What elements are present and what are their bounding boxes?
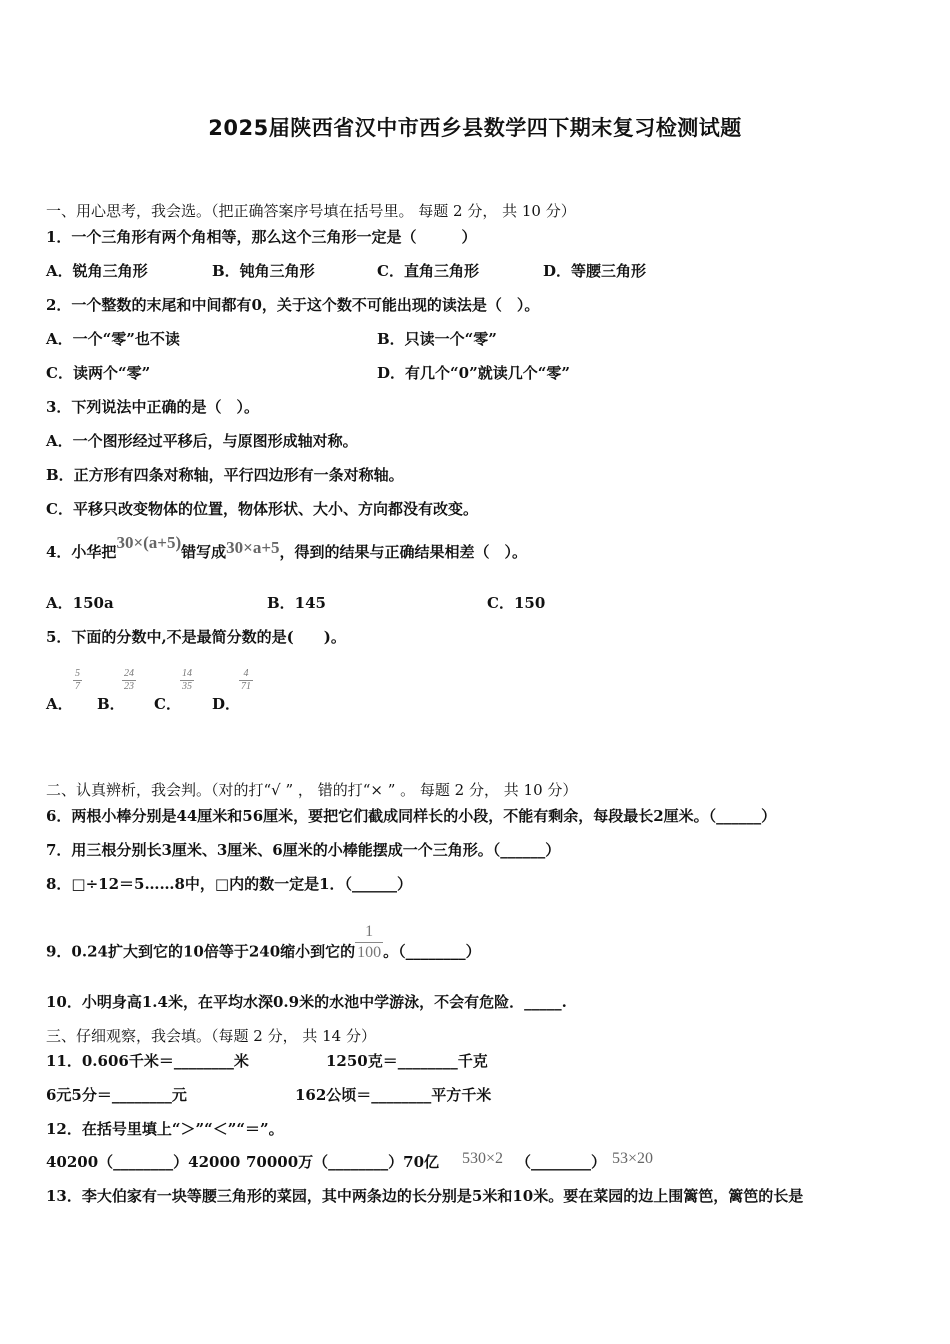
q1-option-c: C．直角三角形	[377, 262, 479, 280]
q1-text: 1．一个三角形有两个角相等，那么这个三角形一定是（ ）	[46, 228, 477, 246]
q3-option-c: C．平移只改变物体的位置，物体形状、大小、方向都没有改变。	[46, 500, 478, 518]
q9-fraction	[355, 922, 383, 963]
q11-part-a: 11．0.606千米＝________米	[46, 1052, 249, 1070]
q12-compare-2: 70000万（________）70亿	[246, 1153, 440, 1171]
q1-option-b: B．钝角三角形	[212, 262, 315, 280]
q12-expression-1: 530×2	[462, 1150, 504, 1167]
q11-part-b: 1250克＝________千克	[326, 1052, 488, 1070]
q4-expression-correct: 30×(a+5)	[116, 533, 182, 552]
q11-part-d: 162公顷＝________平方千米	[295, 1086, 492, 1104]
q5-fraction-b-den: 23	[124, 681, 134, 692]
q9-prefix: 9．0.24扩大到它的10倍等于240缩小到它的	[46, 942, 356, 961]
q12-text: 12．在括号里填上“＞”“＜”“＝”。	[46, 1120, 284, 1138]
q5-fraction-d	[239, 668, 253, 693]
q4-text	[46, 533, 528, 562]
q5-label-d: D．	[212, 695, 241, 713]
q9-fraction-den: 100	[357, 944, 382, 961]
q12-compare-3: （________）	[516, 1153, 607, 1171]
q4-option-a: A．150a	[46, 594, 114, 612]
q2-option-c: C．读两个“零”	[46, 364, 151, 382]
page-title: 2025届陕西省汉中市西乡县数学四下期末复习检测试题	[208, 116, 742, 140]
q12-expression-2: 53×20	[612, 1150, 654, 1167]
q5-fraction-c	[180, 668, 194, 693]
q1-option-a: A．锐角三角形	[46, 262, 148, 280]
q11-part-c: 6元5分＝________元	[46, 1086, 187, 1104]
q10-text: 10．小明身高1.4米，在平均水深0.9米的水池中学游泳，不会有危险．_____.	[46, 993, 567, 1011]
q3-text: 3．下列说法中正确的是（ ）。	[46, 398, 259, 416]
q2-option-d: D．有几个“0”就读几个“零”	[377, 364, 570, 382]
q5-fraction-c-num: 14	[182, 668, 192, 679]
q8-text: 8．□÷12＝5……8中，□内的数一定是1．（______）	[46, 875, 413, 893]
q9-fraction-num: 1	[365, 923, 374, 940]
section1-header: 一、用心思考，我会选。（把正确答案序号填在括号里。 每题 2 分， 共 10 分）	[46, 202, 576, 220]
q6-text: 6．两根小棒分别是44厘米和56厘米，要把它们截成同样长的小段，不能有剩余，每段最长2厘米。（______）	[46, 807, 777, 825]
q5-label-c: C．	[154, 695, 181, 713]
q5-fraction-d-den: 71	[241, 681, 251, 692]
q4-prefix: 4．小华把	[46, 543, 117, 561]
q1-option-d: D．等腰三角形	[543, 262, 647, 280]
q2-option-b: B．只读一个“零”	[377, 330, 497, 348]
q4-option-c: C．150	[487, 594, 546, 612]
q3-option-a: A．一个图形经过平移后，与原图形成轴对称。	[46, 432, 358, 450]
q9-text	[46, 923, 481, 973]
q5-text: 5．下面的分数中,不是最简分数的是( )。	[46, 628, 346, 646]
q5-fraction-a-den: 7	[75, 681, 80, 692]
section2-header: 二、认真辨析，我会判。（对的打“√ ” ， 错的打“× ” 。 每题 2 分， 共 10 分）	[46, 781, 578, 799]
q9-suffix: 。（________）	[383, 942, 481, 961]
q5-fraction-d-num: 4	[243, 668, 249, 679]
q2-option-a: A．一个“零”也不读	[46, 330, 180, 348]
q5-fraction-a-num: 5	[75, 668, 80, 679]
q2-text: 2．一个整数的末尾和中间都有0，关于这个数不可能出现的读法是（ ）。	[46, 296, 540, 314]
q13-text: 13．李大伯家有一块等腰三角形的菜园，其中两条边的长分别是5米和10米。要在菜园的边上围篱笆，篱笆的长是	[46, 1187, 804, 1205]
q5-fraction-a	[73, 668, 82, 693]
q12-compare-1: 40200（________）42000	[46, 1153, 241, 1171]
q5-label-a: A．	[46, 695, 73, 713]
q5-label-b: B．	[97, 695, 125, 713]
q4-option-b: B．145	[267, 594, 326, 612]
q5-fraction-c-den: 35	[182, 681, 192, 692]
q3-option-b: B．正方形有四条对称轴，平行四边形有一条对称轴。	[46, 466, 404, 484]
q7-text: 7．用三根分别长3厘米、3厘米、6厘米的小棒能摆成一个三角形。（______）	[46, 841, 561, 859]
q5-fraction-b	[122, 668, 136, 693]
q4-middle: 错写成	[181, 543, 227, 561]
q5-fraction-b-num: 24	[124, 668, 134, 679]
q4-suffix: ，得到的结果与正确结果相差（ ）。	[279, 543, 528, 561]
section3-header: 三、仔细观察，我会填。（每题 2 分， 共 14 分）	[46, 1027, 376, 1045]
q4-expression-wrong: 30×a+5	[226, 538, 280, 557]
